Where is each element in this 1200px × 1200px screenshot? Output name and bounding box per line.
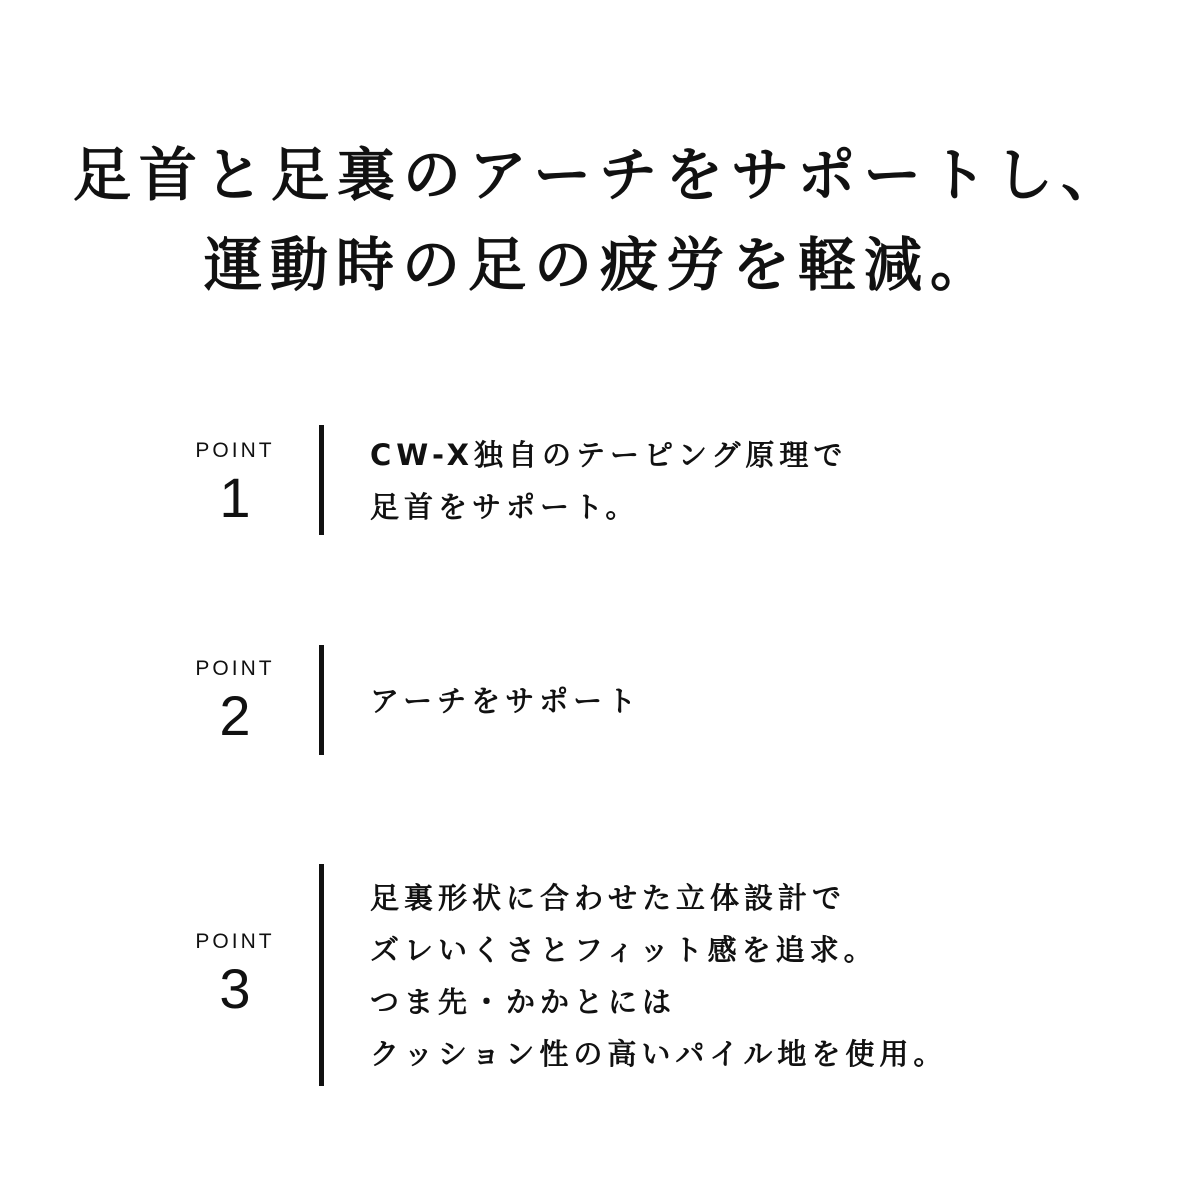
point-2 [0,645,1200,755]
headline [0,130,1200,310]
point-3-line-2: ズレいくさとフィット感を追求。 [370,933,878,967]
point-3 [0,864,1200,1086]
headline-line-2: 運動時の足の疲労を軽減。 [203,231,996,299]
point-3-line-4: クッション性の高いパイル地を使用。 [370,1037,948,1071]
point-3-line-3: つま先・かかとには [370,985,677,1019]
point-2-label [180,657,290,747]
point-2-line-1: アーチをサポート [370,684,642,718]
point-1-word: POINT [195,439,275,462]
point-1-text [370,429,1150,533]
point-1-label [180,439,290,529]
point-2-text [370,675,1150,727]
point-2-number: 2 [219,684,251,747]
point-3-line-1: 足裏形状に合わせた立体設計で [370,881,847,915]
headline-line-1: 足首と足裏のアーチをサポートし、 [72,141,1128,209]
point-2-divider [319,645,324,755]
point-1-line-2: 足首をサポート。 [370,490,640,524]
point-3-divider [319,864,324,1086]
point-3-text [370,872,1150,1080]
point-3-label [180,930,290,1020]
point-2-word: POINT [195,657,275,680]
point-1 [0,425,1200,535]
point-1-line-1: CW-X独自のテーピング原理で [370,438,848,472]
point-1-number: 1 [219,466,251,529]
point-3-number: 3 [219,957,251,1020]
point-3-word: POINT [195,930,275,953]
point-1-divider [319,425,324,535]
